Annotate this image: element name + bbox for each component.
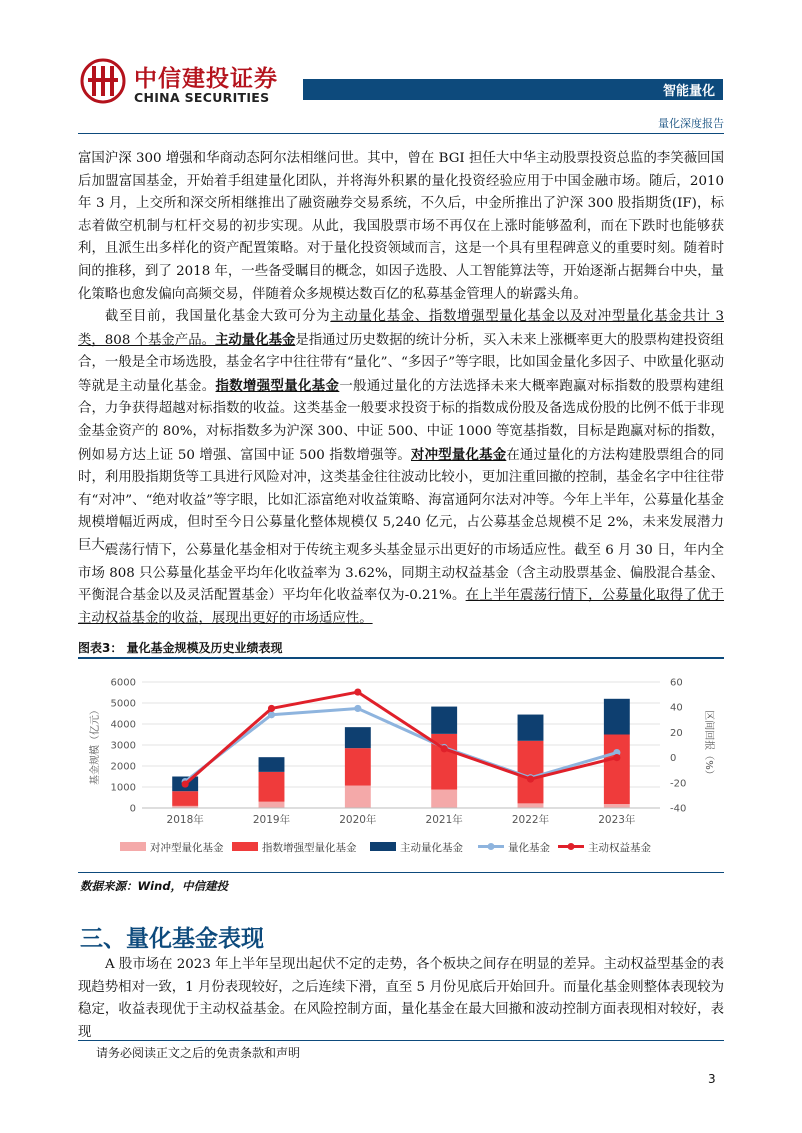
logo-text-en: CHINA SECURITIES: [134, 90, 270, 105]
line-point: [354, 688, 361, 695]
hedge-quant-term: 对冲型量化基金: [410, 446, 507, 463]
footer-divider: [78, 1040, 724, 1041]
performance-text: 震荡行情下，公募量化基金相对于传统主观多头基金显示出更好的市场适应性。截至 6 月 30 日，年内全市场 808 只公募量化基金平均年化收益率为 3.62%，同期主动权益基金（含主动股票基金、偏股混合基金、平衡混合基金以及灵活配置基金）平均年化收益率仅为-0.21%。: [78, 543, 724, 604]
y-tick-label: 4000: [110, 719, 136, 731]
bar-segment: [431, 707, 457, 734]
legend-swatch: [120, 842, 146, 851]
x-tick-label: 2023年: [598, 814, 636, 826]
hedge-quant-desc: 在通过量化的方法构建股票组合的同时，利用股指期货等工具进行风险对冲，这类基金往往波动比较小，更加注重回撤的控制，基金名字中往往带有“对冲”、“绝对收益”等字眼，比如汇添富绝对收益策略、海富通阿尔法对冲等。今年上半年，公募量化基金规模增幅近两成，但时至今日公募量化整体规模仅 5,240 亿元，占公募基金总规模不足 2%，未来发展潜力巨大。: [78, 447, 725, 553]
categories-intro: 截至目前，我国量化基金大致可分为: [105, 309, 331, 324]
y-tick-label: 5000: [110, 698, 136, 710]
line-point: [441, 745, 448, 752]
fund-scale-chart: [80, 664, 724, 870]
line-point: [354, 705, 361, 712]
active-quant-term: 主动量化基金: [214, 331, 296, 348]
header-divider: [78, 133, 724, 134]
citic-logo-icon: [80, 58, 126, 104]
bar-segment: [518, 741, 544, 804]
y2-tick-label: 60: [670, 677, 683, 689]
performance-conclusion: 在上半年震荡行情下，公募量化取得了优于主动权益基金的收益，展现出更好的市场适应性。: [78, 588, 725, 626]
paragraph-performance: [78, 540, 724, 630]
x-tick-label: 2021年: [425, 814, 463, 826]
bar-segment: [518, 803, 544, 808]
bar-segment: [172, 791, 198, 806]
y2-tick-label: 40: [670, 702, 683, 714]
index-enhanced-desc: 一般通过量化的方法选择未来大概率跑赢对标指数的股票构建组合，力争获得超越对标指数的收益。这类基金一般要求投资于标的指数成份股及备选成份股的比例不低于非现金基金资产的 80%，对标指数多为沪深 300、中证 500、中证 1000 等宽基指数，目标是跑赢对标的指数，例如易方达上证 50 增强、富国中证 500 指数增强等。: [78, 378, 725, 463]
line-point: [268, 705, 275, 712]
y-tick-label: 1000: [110, 782, 136, 794]
bar-segment: [518, 715, 544, 741]
line-point: [613, 754, 620, 761]
bar-segment: [259, 757, 285, 772]
y-tick-label: 2000: [110, 761, 136, 773]
y-axis-label: 基金规模（亿元）: [90, 705, 101, 785]
figure-title-bar: [78, 636, 724, 658]
chart-bars: [172, 699, 630, 808]
line-point: [527, 775, 534, 782]
page-number: 3: [708, 1072, 716, 1086]
bar-segment: [345, 727, 371, 748]
y2-tick-label: -40: [670, 803, 687, 815]
x-tick-label: 2020年: [339, 814, 377, 826]
index-enhanced-term: 指数增强型量化基金: [215, 377, 340, 394]
legend-label: 指数增强型量化基金: [262, 842, 357, 854]
section-heading: 三、量化基金表现: [80, 926, 264, 952]
legend-swatch-marker: [488, 843, 495, 850]
legend-label: 量化基金: [508, 842, 550, 854]
figure-source: 数据来源：Wind，中信建投: [80, 879, 229, 893]
logo-text-cn: 中信建投证券: [134, 66, 278, 92]
paragraph-market: A 股市场在 2023 年上半年呈现出起伏不定的走势，各个板块之间存在明显的差异。主动权益型基金的表现趋势相对一致，1 月份表现较好，之后连续下滑，直至 5 月份见底后开始回升。而量化基金则整体表现较为稳定，收益表现优于主动权益基金。在风险控制方面，量化基金在最大回撤和波动控制方面表现相对较好，表现: [78, 957, 724, 1040]
bar-segment: [345, 786, 371, 808]
y2-tick-label: 0: [670, 753, 677, 765]
categories-summary: 主动量化基金、指数增强型量化基金以及对冲型量化基金共计 3 类，808 个基金产品。: [78, 309, 724, 348]
paragraph-history: 富国沪深 300 增强和华商动态阿尔法相继问世。其中，曾在 BGI 担任大中华主动股票投资总监的李笑薇回国后加盟富国基金，开始着手组建量化团队，并将海外积累的量化投资经验应用于中国金融市场。随后，2010 年 3 月，上交所和深交所相继推出了融资融券交易系统，不久后，中金所推出了沪深 300 股指期货(IF)，标志着做空机制与杠杆交易的初步实现。从此，我国股票市场不再仅在上涨时能够盈利，而在下跌时也能够获利，且派生出多样化的资产配置策略。对于量化投资领域而言，这是一个具有里程碑意义的重要时刻。随着时间的推移，到了 2018 年，一些备受瞩目的概念，如因子选股、人工智能算法等，开始逐渐占据舞台中央，量化策略也愈发偏向高频交易，伴随着众多规模达数百亿的私募基金管理人的崭露头角。: [78, 151, 724, 302]
bar-segment: [604, 699, 630, 735]
active-quant-desc: 是指通过历史数据的统计分析，买入未来上涨概率更大的股票构建投资组合，一般是全市场选股，基金名字中往往带有“量化”、“多因子”等字眼，比如国金量化多因子、中欧量化驱动等就是主动量化基金。: [78, 332, 724, 394]
y-tick-label: 0: [129, 803, 136, 815]
paragraph-categories: [78, 306, 724, 558]
bar-segment: [604, 804, 630, 808]
legend-label: 主动权益基金: [588, 842, 651, 854]
section-label: 智能量化: [662, 84, 715, 99]
y2-tick-label: -20: [670, 778, 687, 790]
company-logo: [80, 58, 280, 108]
legend-swatch: [370, 842, 396, 851]
line-point: [182, 780, 189, 787]
y-tick-label: 6000: [110, 677, 136, 689]
bar-segment: [604, 735, 630, 805]
chart-legend: [120, 841, 651, 854]
legend-label: 对冲型量化基金: [150, 842, 224, 854]
y2-axis-label: 区间回报（%）: [703, 710, 714, 780]
figure-title: 图表3： 量化基金规模及历史业绩表现: [78, 641, 283, 655]
chart-gridlines: [142, 682, 660, 808]
bar-segment: [259, 802, 285, 808]
legend-swatch-marker: [568, 843, 575, 850]
header-bar: [303, 79, 723, 100]
bar-segment: [259, 772, 285, 802]
y2-tick-label: 20: [670, 727, 683, 739]
footer-disclaimer: 请务必阅读正文之后的免责条款和声明: [96, 1046, 301, 1060]
legend-label: 主动量化基金: [400, 842, 463, 854]
x-tick-label: 2018年: [166, 814, 204, 826]
report-type: 量化深度报告: [658, 117, 724, 130]
x-tick-label: 2019年: [252, 814, 291, 826]
bar-segment: [345, 748, 371, 785]
x-tick-label: 2022年: [511, 814, 550, 826]
figure-bottom-rule: [78, 872, 724, 873]
bar-segment: [431, 790, 457, 808]
figure-top-rule: [78, 657, 724, 659]
y-tick-label: 3000: [110, 740, 136, 752]
legend-swatch: [232, 842, 258, 851]
